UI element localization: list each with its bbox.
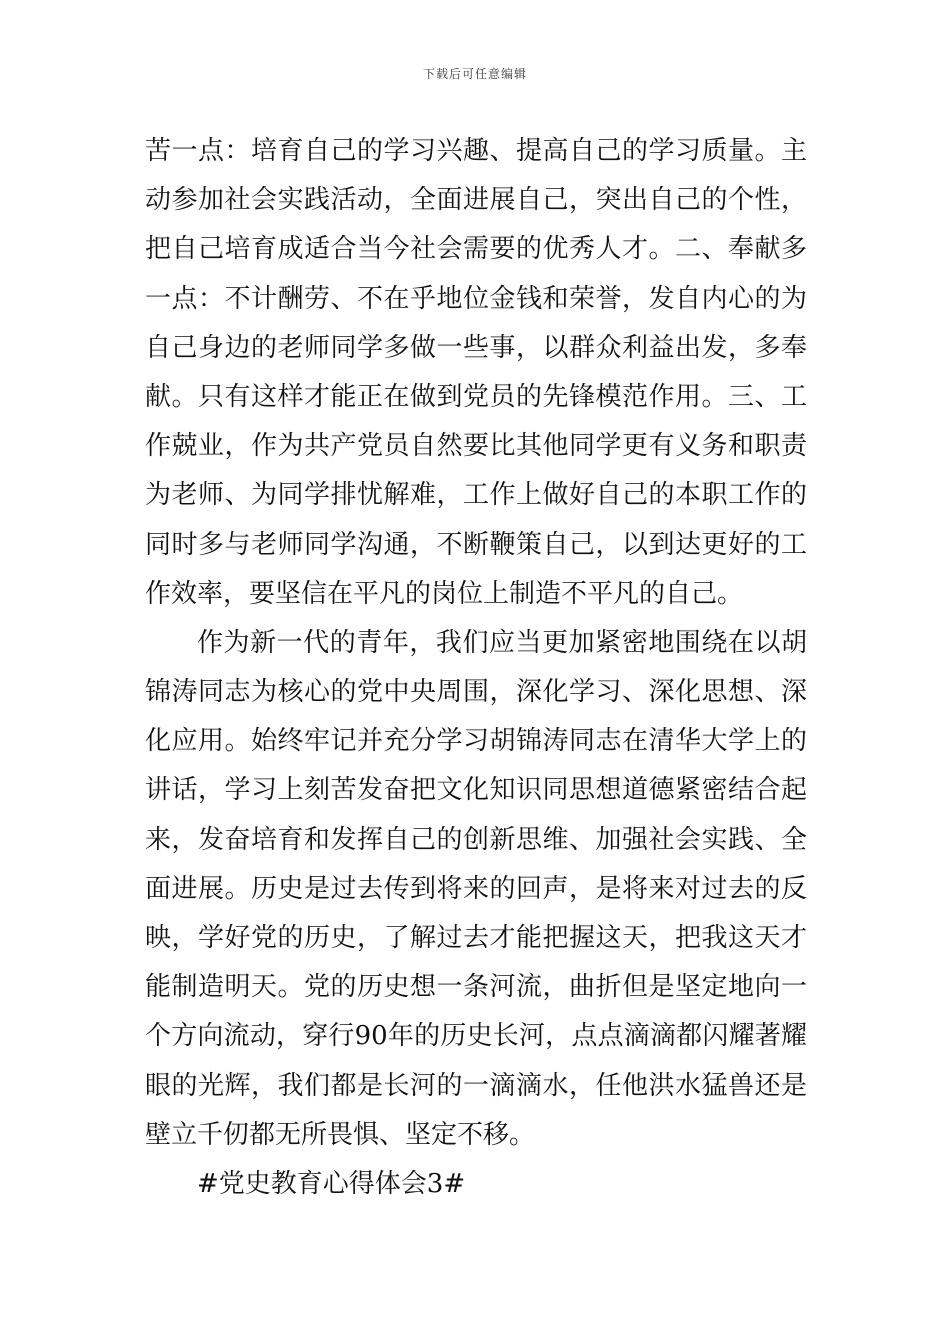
section-heading: #党史教育心得体会3# bbox=[197, 1168, 466, 1199]
text-line: 自己身边的老师同学多做一些事，以群众利益出发，多奉 bbox=[145, 332, 807, 363]
text-line: 眼的光辉，我们都是长河的一滴滴水，任他洪水猛兽还是 bbox=[145, 1070, 807, 1101]
paragraph-1 bbox=[145, 127, 807, 619]
text-line: 作为新一代的青年，我们应当更加紧密地围绕在以胡 bbox=[197, 627, 807, 658]
text-line: 化应用。始终牢记并充分学习胡锦涛同志在清华大学上的 bbox=[145, 726, 807, 757]
text-line: 为老师、为同学排忧解难，工作上做好自己的本职工作的 bbox=[145, 480, 807, 511]
text-line: 来，发奋培育和发挥自己的创新思维、加强社会实践、全 bbox=[145, 824, 807, 855]
text-line: 锦涛同志为核心的党中央周围，深化学习、深化思想、深 bbox=[145, 677, 807, 708]
page-header-note: 下载后可任意编辑 bbox=[422, 67, 527, 81]
text-line: 能制造明天。党的历史想一条河流，曲折但是坚定地向一 bbox=[145, 972, 807, 1003]
text-line: 同时多与老师同学沟通，不断鞭策自己，以到达更好的工 bbox=[145, 529, 807, 560]
text-line: 讲话，学习上刻苦发奋把文化知识同思想道德紧密结合起 bbox=[145, 775, 807, 806]
paragraph-2 bbox=[145, 619, 807, 1160]
text-line: 献。只有这样才能正在做到党员的先锋模范作用。三、工 bbox=[145, 381, 807, 412]
text-line: 壁立千仞都无所畏惧、坚定不移。 bbox=[145, 1119, 536, 1150]
text-line: 苦一点：培育自己的学习兴趣、提高自己的学习质量。主 bbox=[145, 136, 807, 166]
text-line: 作效率，要坚信在平凡的岗位上制造不平凡的自己。 bbox=[145, 578, 744, 609]
text-line: 动参加社会实践活动，全面进展自己，突出自己的个性， bbox=[145, 185, 807, 216]
text-line: 作兢业，作为共产党员自然要比其他同学更有义务和职责 bbox=[145, 431, 807, 462]
text-line: 映，学好党的历史，了解过去才能把握这天，把我这天才 bbox=[145, 923, 807, 953]
document-body bbox=[145, 127, 807, 1209]
text-line: 一点：不计酬劳、不在乎地位金钱和荣誉，发自内心的为 bbox=[145, 283, 807, 314]
text-line: 个方向流动，穿行90年的历史长河，点点滴滴都闪耀著耀 bbox=[145, 1021, 807, 1052]
text-line: 把自己培育成适合当今社会需要的优秀人才。二、奉献多 bbox=[145, 234, 807, 265]
text-line: 面进展。历史是过去传到将来的回声，是将来对过去的反 bbox=[145, 873, 807, 904]
